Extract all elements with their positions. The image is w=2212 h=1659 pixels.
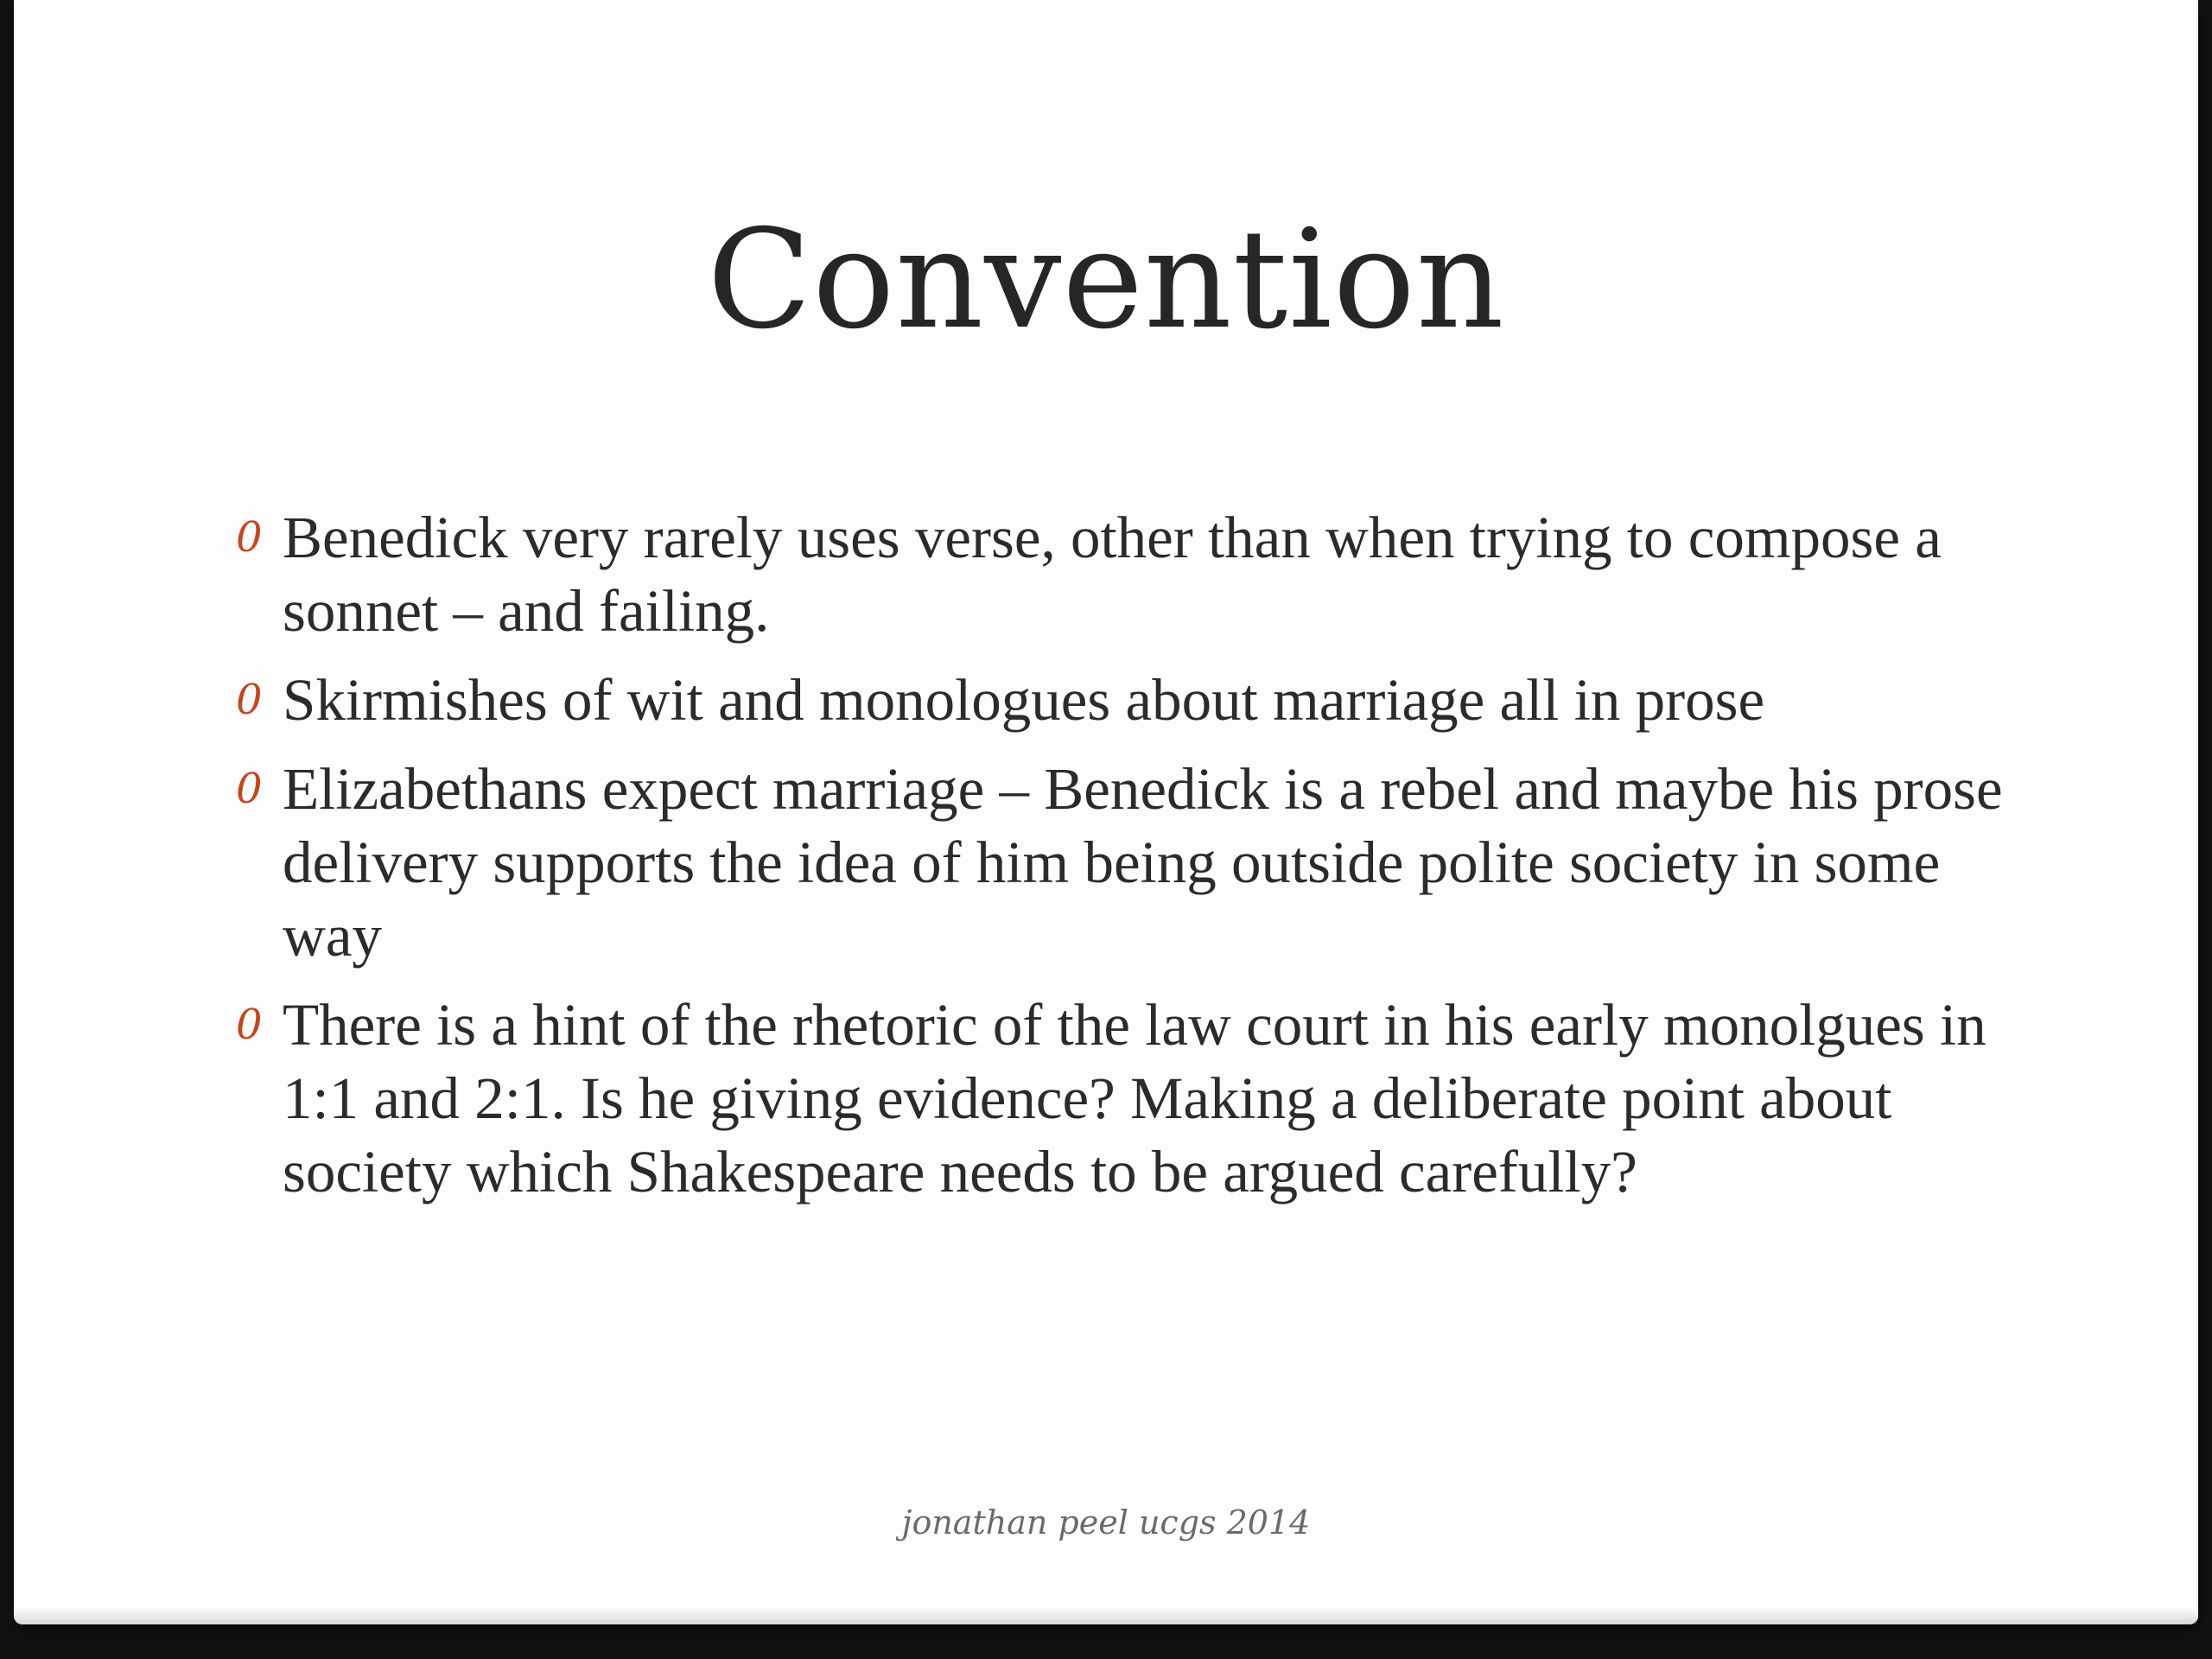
bullet-text: There is a hint of the rhetoric of the law court in his early monolgues in 1:1 and 2:1. Is he giving evidence? Making a deliberate point about society which Shakespeare needs to be argued carefully? — [283, 992, 1986, 1205]
slide-title: Convention — [707, 200, 1505, 359]
slide — [14, 0, 2198, 1624]
bullet-text: Skirmishes of wit and monologues about marriage all in prose — [283, 667, 1765, 733]
bullet-marker-icon: 0 — [236, 676, 263, 724]
bullet-text: Benedick very rarely uses verse, other than when trying to compose a sonnet – and failing. — [283, 505, 1942, 644]
bullet-marker-icon: 0 — [236, 513, 263, 562]
bullet-item — [224, 501, 2004, 648]
bullet-item — [224, 753, 2004, 973]
bullet-text: Elizabethans expect marriage – Benedick is a rebel and maybe his prose delivery supports the idea of him being outside polite society in some way — [283, 756, 2003, 969]
bullet-marker-icon: 0 — [236, 765, 263, 813]
bullet-item — [224, 988, 2004, 1209]
slide-footer: jonathan peel ucgs 2014 — [901, 1503, 1311, 1541]
bullet-item — [224, 664, 2004, 737]
bullet-marker-icon: 0 — [236, 1001, 263, 1049]
bullet-list — [224, 501, 2004, 1224]
